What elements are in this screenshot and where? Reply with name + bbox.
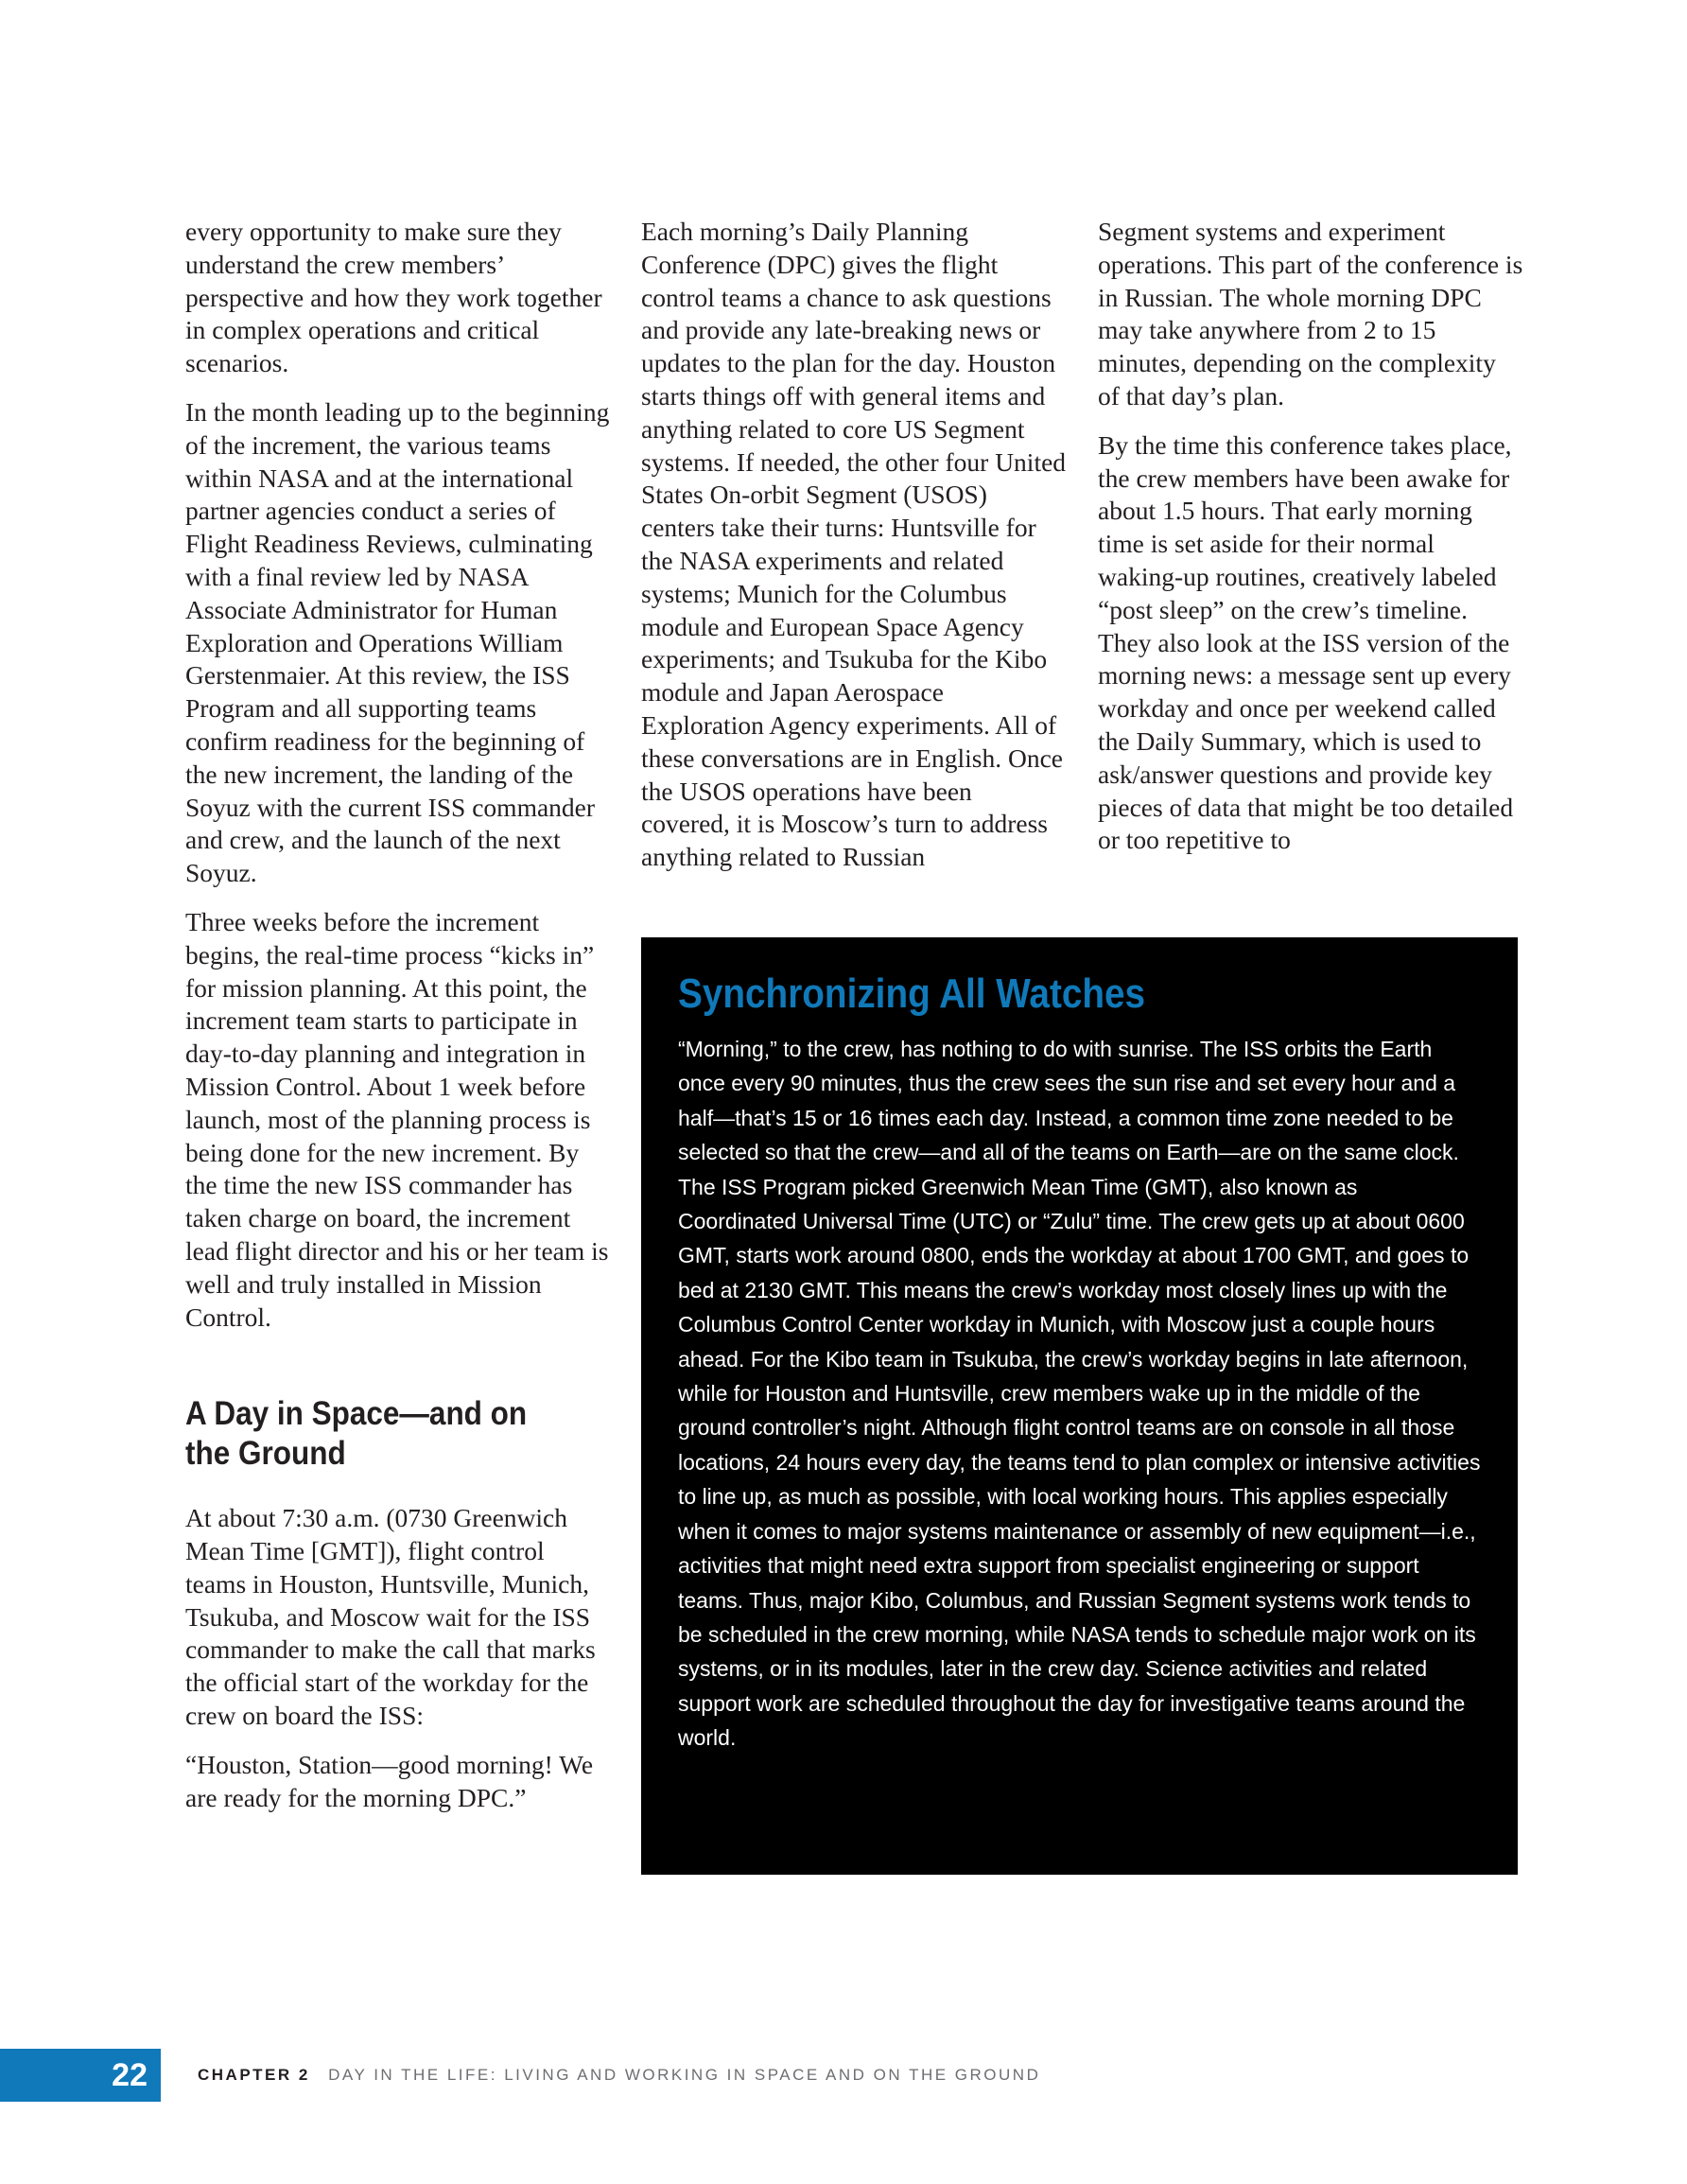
running-footer bbox=[198, 2064, 1040, 2087]
body-paragraph: Segment systems and experiment operations. This part of the conference is in Russian. The whole morning DPC may take anywhere from 2 to 15 minutes, depending on the complexity of that day’s plan. bbox=[1098, 217, 1523, 411]
column-2 bbox=[641, 216, 1067, 890]
body-paragraph: By the time this conference takes place, the crew members have been awake for about 1.5 hours. That early morning time is set aside for their normal waking-up routines, creatively labeled “post sleep” on the crew’s timeline. They also look at the ISS version of the morning news: a message sent up every workday and once per weekend called the Daily Summary, which is used to ask/answer questions and provide key pieces of data that might be too detailed or too repetitive to bbox=[1098, 429, 1514, 855]
column-3 bbox=[1098, 216, 1523, 873]
body-paragraph: every opportunity to make sure they understand the crew members’ perspective and how they work together in complex operations and critical scenarios. bbox=[185, 217, 602, 378]
quote-paragraph: “Houston, Station—good morning! We are ready for the morning DPC.” bbox=[185, 1749, 594, 1812]
chapter-title: DAY IN THE LIFE: LIVING AND WORKING IN SPACE AND ON THE GROUND bbox=[328, 2066, 1041, 2084]
body-paragraph: In the month leading up to the beginning of the increment, the various teams within NASA and at the international partner agencies conduct a series of Flight Readiness Reviews, culminating with a final review led by NASA Associate Administrator for Human Exploration and Operations William Gerstenmaier. At this review, the ISS Program and all supporting teams confirm readiness for the beginning of the new increment, the landing of the Soyuz with the current ISS commander and crew, and the launch of the next Soyuz. bbox=[185, 396, 610, 888]
column-1 bbox=[185, 216, 611, 1830]
body-paragraph: Each morning’s Daily Planning Conference (DPC) gives the flight control teams a chance to ask questions and provide any late-breaking news or updates to the plan for the day. Houston starts things off with general items and anything related to core US Segment systems. If needed, the other four United States On-orbit Segment (USOS) centers take their turns: Huntsville for the NASA experiments and related systems; Munich for the Columbus module and European Space Agency experiments; and Tsukuba for the Kibo module and Japan Aerospace Exploration Agency experiments. All of these conversations are in English. Once the USOS operations have been covered, it is Moscow’s turn to address anything related to Russian bbox=[641, 217, 1067, 872]
body-paragraph: Three weeks before the increment begins, the real-time process “kicks in” for mission planning. At this point, the increment team starts to participate in day-to-day planning and integration in Mission Control. About 1 week before launch, most of the planning process is being done for the new increment. By the time the new ISS commander has taken charge on board, the increment lead flight director and his or her team is well and truly installed in Mission Control. bbox=[185, 906, 609, 1332]
sidebar-title: Synchronizing All Watches bbox=[678, 970, 1146, 1017]
page-number: 22 bbox=[0, 2049, 161, 2102]
sidebar-box bbox=[641, 937, 1518, 1875]
sidebar-body: “Morning,” to the crew, has nothing to do with sunrise. The ISS orbits the Earth once every 90 minutes, thus the crew sees the sun rise and set every hour and a half—that’s 15 or 16 times each day. Instead, a common time zone needed to be selected so that the crew—and all of the teams on Earth—are on the same clock. The ISS Program picked Greenwich Mean Time (GMT), also known as Coordinated Universal Time (UTC) or “Zulu” time. The crew gets up at about 0600 GMT, starts work around 0800, ends the workday at about 1700 GMT, and goes to bed at 2130 GMT. This means the crew’s workday most closely lines up with the Columbus Control Center workday in Munich, with Moscow just a couple hours ahead. For the Kibo team in Tsukuba, the crew’s workday begins in late afternoon, while for Houston and Huntsville, crew members wake up in the middle of the ground controller’s night. Although flight control teams are on console in all those locations, 24 hours every day, the teams tend to plan complex or intensive activities to line up, as much as possible, with local working hours. This applies especially when it comes to major systems maintenance or assembly of new equipment—i.e., activities that might need extra support from specialist engineering or support teams. Thus, major Kibo, Columbus, and Russian Segment systems work tends to be scheduled in the crew morning, while NASA tends to schedule major work on its systems, or in its modules, later in the crew day. Science activities and related support work are scheduled throughout the day for investigative teams around the world. bbox=[678, 1037, 1481, 1751]
body-paragraph: At about 7:30 a.m. (0730 Greenwich Mean Time [GMT]), flight control teams in Houston, Huntsville, Munich, Tsukuba, and Moscow wait for the ISS commander to make the call that marks the official start of the workday for the crew on board the ISS: bbox=[185, 1503, 596, 1731]
section-heading: A Day in Space—and on the Ground bbox=[185, 1395, 528, 1473]
chapter-label: CHAPTER 2 bbox=[198, 2066, 310, 2084]
